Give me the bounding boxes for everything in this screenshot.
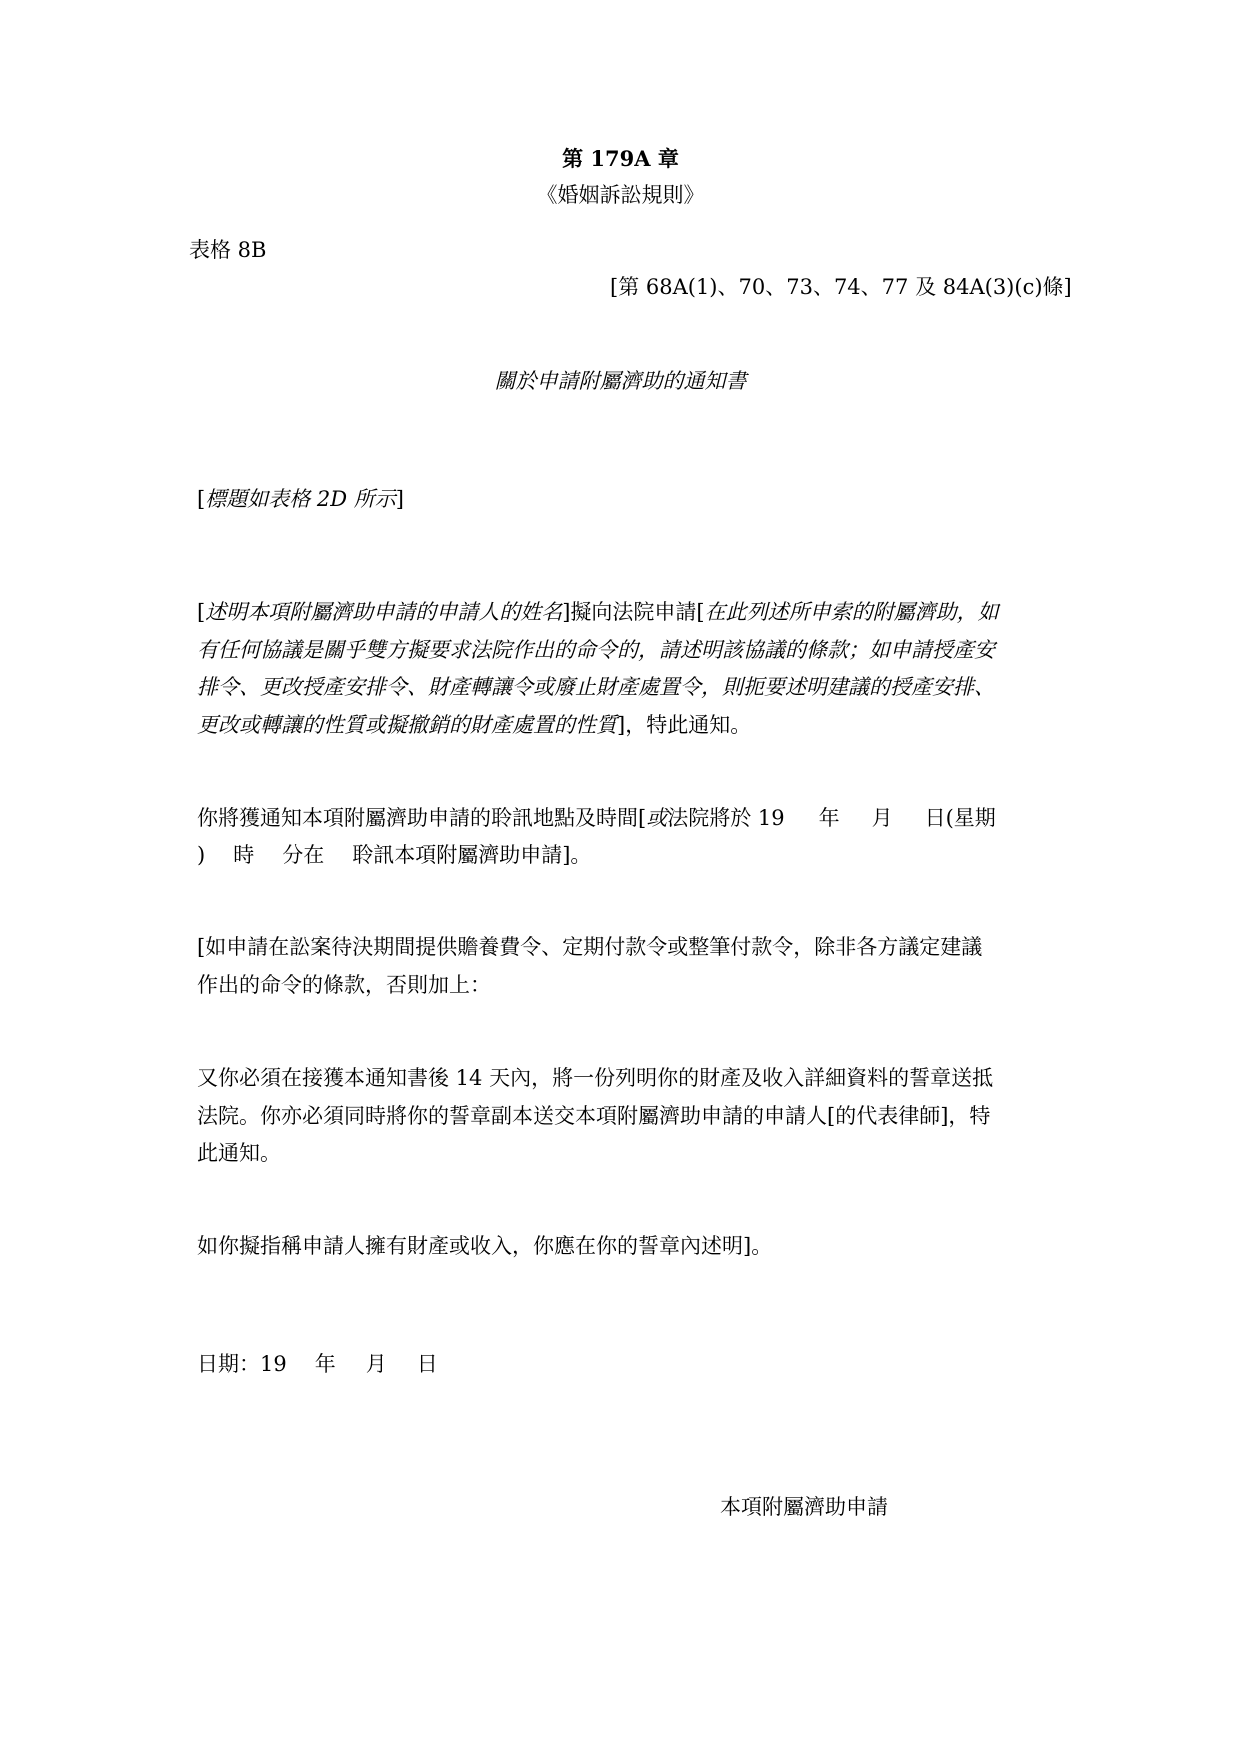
para2-or-text: 或	[646, 806, 668, 830]
para3-line1: [如申請在訟案待決期間提供贍養費令、定期付款令或整筆付款令，除非各方議定建議	[197, 935, 983, 959]
para2-line1	[197, 799, 996, 837]
para1-line3: 排令、更改授產安排令、財產轉讓令或廢止財產處置令，則扼要述明建議的授產安排、	[197, 675, 995, 699]
form-number: 表格 8B	[189, 238, 267, 262]
para2-line2	[197, 836, 591, 874]
para2-minute: 分在	[282, 843, 325, 867]
chapter-number: 第 179A 章	[562, 146, 679, 171]
para1-notice-text: ]，特此通知。	[617, 713, 752, 737]
form-heading: 關於申請附屬濟助的通知書	[494, 369, 747, 393]
para4-line1: 又你必須在接獲本通知書後 14 天內，將一份列明你的財產及收入詳細資料的誓章送抵	[197, 1066, 994, 1090]
para1-line4	[197, 706, 751, 744]
para2-paren: )	[197, 843, 206, 867]
para2-year: 年	[818, 806, 840, 830]
para1-relief-text: 在此列述所申索的附屬濟助，如	[704, 600, 999, 624]
ordinance-title: 《婚姻訴訟規則》	[536, 183, 705, 207]
title-note-text: 標題如表格 2D 所示	[205, 487, 396, 511]
para1-apply-text: ]擬向法院申請[	[562, 600, 705, 624]
para1-line2: 有任何協議是關乎雙方擬要求法院作出的命令的，請述明該協議的條款；如申請授產安	[197, 638, 995, 662]
date-day: 日	[416, 1352, 438, 1376]
para1-line1	[197, 593, 999, 631]
para2-hour: 時	[233, 843, 255, 867]
para4-line3: 此通知。	[197, 1141, 281, 1165]
para3-line2: 作出的命令的條款，否則加上：	[197, 973, 491, 997]
title-note-open: [	[197, 487, 206, 511]
date-label: 日期：19	[197, 1352, 287, 1376]
signature-label: 本項附屬濟助申請	[720, 1495, 888, 1519]
title-note-close: ]	[395, 487, 404, 511]
para2-hearing-text: 聆訊本項附屬濟助申請]。	[352, 843, 592, 867]
para1-bracket-open: [	[197, 600, 206, 624]
para2-month: 月	[871, 806, 893, 830]
para2-day: 日(星期	[924, 806, 996, 830]
para4-line2: 法院。你亦必須同時將你的誓章副本送交本項附屬濟助申請的申請人[的代表律師]，特	[197, 1104, 991, 1128]
para5-line1: 如你擬指稱申請人擁有財產或收入，你應在你的誓章內述明]。	[197, 1234, 773, 1258]
para1-applicant-name: 述明本項附屬濟助申請的申請人的姓名	[205, 600, 563, 624]
para2-court-text: 法院將於 19	[667, 806, 785, 830]
date-month: 月	[365, 1352, 387, 1376]
date-year: 年	[314, 1352, 336, 1376]
title-note	[197, 480, 404, 518]
date-line	[197, 1345, 438, 1383]
para2-notice-text: 你將獲通知本項附屬濟助申請的聆訊地點及時間[	[197, 806, 647, 830]
rules-reference: [第 68A(1)、70、73、74、77 及 84A(3)(c)條]	[610, 275, 1072, 299]
para1-nature-text: 更改或轉讓的性質或擬撤銷的財產處置的性質	[197, 713, 617, 737]
